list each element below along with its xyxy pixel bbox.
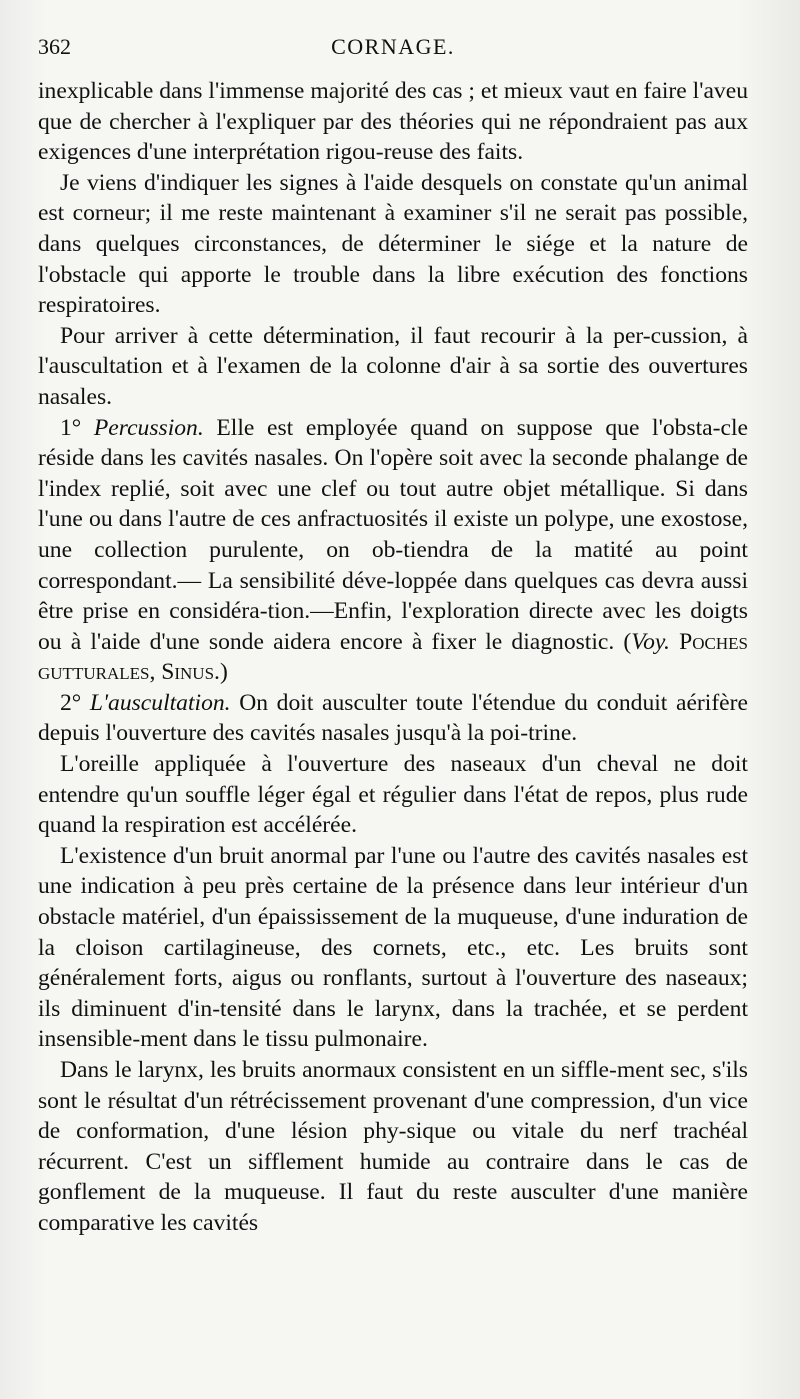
paragraph-1: [38, 76, 748, 168]
paragraph-text: Je viens d'indiquer les signes à l'aide desquels on constate qu'un animal est corneur; il me reste maintenant à examiner s'il ne serait pas possible, dans quelques circonstances, de déterminer le siége et la nature de l'obstacle qui apporte le trouble dans la libre exécution des fonctions respiratoires.: [38, 169, 748, 319]
section-heading: Percussion.: [93, 414, 204, 441]
paragraph-text: L'oreille appliquée à l'ouverture des naseaux d'un cheval ne doit entendre qu'un souffle léger égal et régulier dans l'état de repos, plus rude quand la respiration est accélérée.: [38, 751, 748, 839]
section-number: 2°: [60, 689, 82, 716]
paragraph-text: Elle est employée quand on suppose que l'obsta-cle réside dans les cavités nasales. On l'opère soit avec la seconde phalange de l'index replié, soit avec une clef ou tout autre objet métallique. Si dans l'une ou dans l'autre de ces anfractuosités il existe un polype, une exostose, une collection purulente, on ob-tiendra de la matité au point correspondant.— La sensibilité déve-loppée dans quelques cas devra aussi être prise en considéra-tion.—Enfin, l'exploration directe avec les doigts ou à l'aide d'une sonde aidera encore à fixer le diagnostic. (: [38, 414, 749, 655]
page-number: 362: [38, 34, 71, 59]
paragraph-2: [38, 168, 748, 321]
paragraph-percussion: [38, 413, 748, 688]
section-heading: L'auscultation.: [89, 689, 231, 716]
closing-parenthesis: ): [219, 659, 228, 686]
paragraph-3: [38, 321, 748, 413]
cross-reference-voy: Voy.: [631, 628, 670, 655]
paragraph-text: Pour arriver à cette détermination, il faut recourir à la per-cussion, à l'auscultation et à l'examen de la colonne d'air à sa sortie des ouvertures nasales.: [38, 322, 748, 410]
paragraph-7: [38, 841, 748, 1055]
paragraph-text: inexplicable dans l'immense majorité des cas ; et mieux vaut en faire l'aveu que de chercher à l'expliquer par des théories qui ne répondraient pas aux exigences d'une interprétation rigou-reuse des faits.: [38, 78, 748, 166]
paragraph-text: On doit ausculter toute l'étendue du conduit aérifère depuis l'ouverture des cavités nasales jusqu'à la poi-trine.: [38, 689, 748, 747]
section-number: 1°: [60, 414, 82, 441]
paragraph-8: [38, 1055, 748, 1239]
running-title: CORNAGE.: [331, 34, 455, 59]
body-text: [38, 76, 748, 1239]
paragraph-auscultation: [38, 688, 748, 749]
paragraph-text: L'existence d'un bruit anormal par l'une ou l'autre des cavités nasales est une indication à peu près certaine de la présence dans leur intérieur d'un obstacle matériel, d'un épaississement de la muqueuse, d'une induration de la cloison cartilagineuse, des cornets, etc., etc. Les bruits sont généralement forts, aigus ou ronflants, surtout à l'ouverture des naseaux; ils diminuent d'in-tensité dans le larynx, dans la trachée, et se perdent insensible-ment dans le tissu pulmonaire.: [38, 842, 748, 1053]
paragraph-text: Dans le larynx, les bruits anormaux consistent en un siffle-ment sec, s'ils sont le résultat d'un rétrécissement provenant d'une compression, d'un vice de conformation, d'une lésion phy-sique ou vitale du nerf trachéal récurrent. C'est un sifflement humide au contraire dans le cas de gonflement de la muqueuse. Il faut du reste ausculter d'une manière comparative les cavités: [38, 1057, 748, 1236]
running-head: [38, 26, 748, 70]
cross-reference-terms: Poches gutturales, Sinus.: [38, 628, 748, 686]
paragraph-6: [38, 749, 748, 841]
